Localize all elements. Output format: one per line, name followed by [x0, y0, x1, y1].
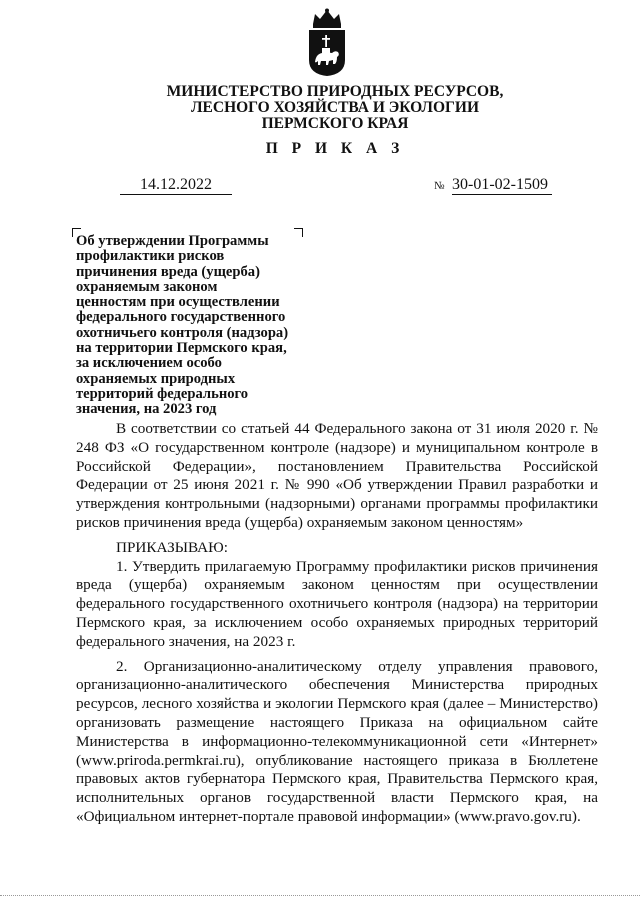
ministry-name [150, 84, 520, 132]
ministry-line-2: ЛЕСНОГО ХОЗЯЙСТВА И ЭКОЛОГИИ [190, 99, 480, 116]
subject-line: ценностям при осуществлении [76, 294, 280, 311]
subject-line: профилактики рисков [76, 248, 225, 265]
preamble-paragraph: В соответствии со статьей 44 Федерального закона от 31 июля 2020 г. № 248 ФЗ «О государственном контроле (надзоре) и муниципальном контроле в Российской Федерации», постановлением Правительства Российской Федерации от 25 июня 2021 г. № 990 «Об утверждении Правил разработки и утверждения контрольными (надзорными) органами программы профилактики рисков причинения вреда (ущерба) охраняемым законом ценностям» [76, 420, 598, 531]
page-bottom-scan-line [0, 895, 640, 896]
order-date: 14.12.2022 [120, 176, 232, 195]
subject-line: за исключением особо [76, 355, 222, 372]
subject-line: значения, на 2023 год [76, 401, 217, 418]
document-type-title: П Р И К А З [265, 140, 405, 157]
subject-line: охотничьего контроля (надзора) [76, 324, 289, 341]
coat-of-arms-emblem [304, 8, 350, 78]
subject-line: охраняемым законом [76, 278, 218, 295]
order-body [76, 420, 598, 833]
order-subject [76, 234, 306, 418]
item-1-paragraph: 1. Утвердить прилагаемую Программу профилактики рисков причинения вреда (ущерба) охраняемым законом ценностям при осуществлении федерального государственного охотничьего контроля (надзора) на территории Пермского края, за исключением особо охраняемых природных территорий федерального значения, на 2023 г. [76, 557, 598, 650]
order-word: ПРИКАЗЫВАЮ: [116, 538, 228, 556]
subject-line: причинения вреда (ущерба) [76, 263, 260, 280]
subject-line: охраняемых природных [76, 370, 236, 387]
ministry-line-1: МИНИСТЕРСТВО ПРИРОДНЫХ РЕСУРСОВ, [166, 83, 504, 100]
subject-line: на территории Пермского края, [76, 340, 287, 357]
number-sign: № [434, 180, 445, 192]
subject-line: территорий федерального [76, 385, 249, 402]
subject-line: федерального государственного [76, 309, 286, 326]
ministry-line-3: ПЕРМСКОГО КРАЯ [261, 115, 409, 132]
order-number: 30-01-02-1509 [452, 176, 552, 195]
item-2-paragraph: 2. Организационно-аналитическому отделу управления правового, организационно-аналитического обеспечения Министерства природных ресурсов, лесного хозяйства и экологии Пермского края (далее – Министерство) организовать размещение настоящего Приказа на официальном сайте Министерства в информационно-телекоммуникационной сети «Интернет» (www.priroda.permkrai.ru), опубликование настоящего приказа в Бюллетене правовых актов губернатора Пермского края, Правительства Пермского края, исполнительных органов государственной власти Пермского края, на «Официальном интернет-портале правовой информации» (www.pravo.gov.ru). [76, 657, 598, 825]
subject-line: Об утверждении Программы [76, 233, 269, 249]
